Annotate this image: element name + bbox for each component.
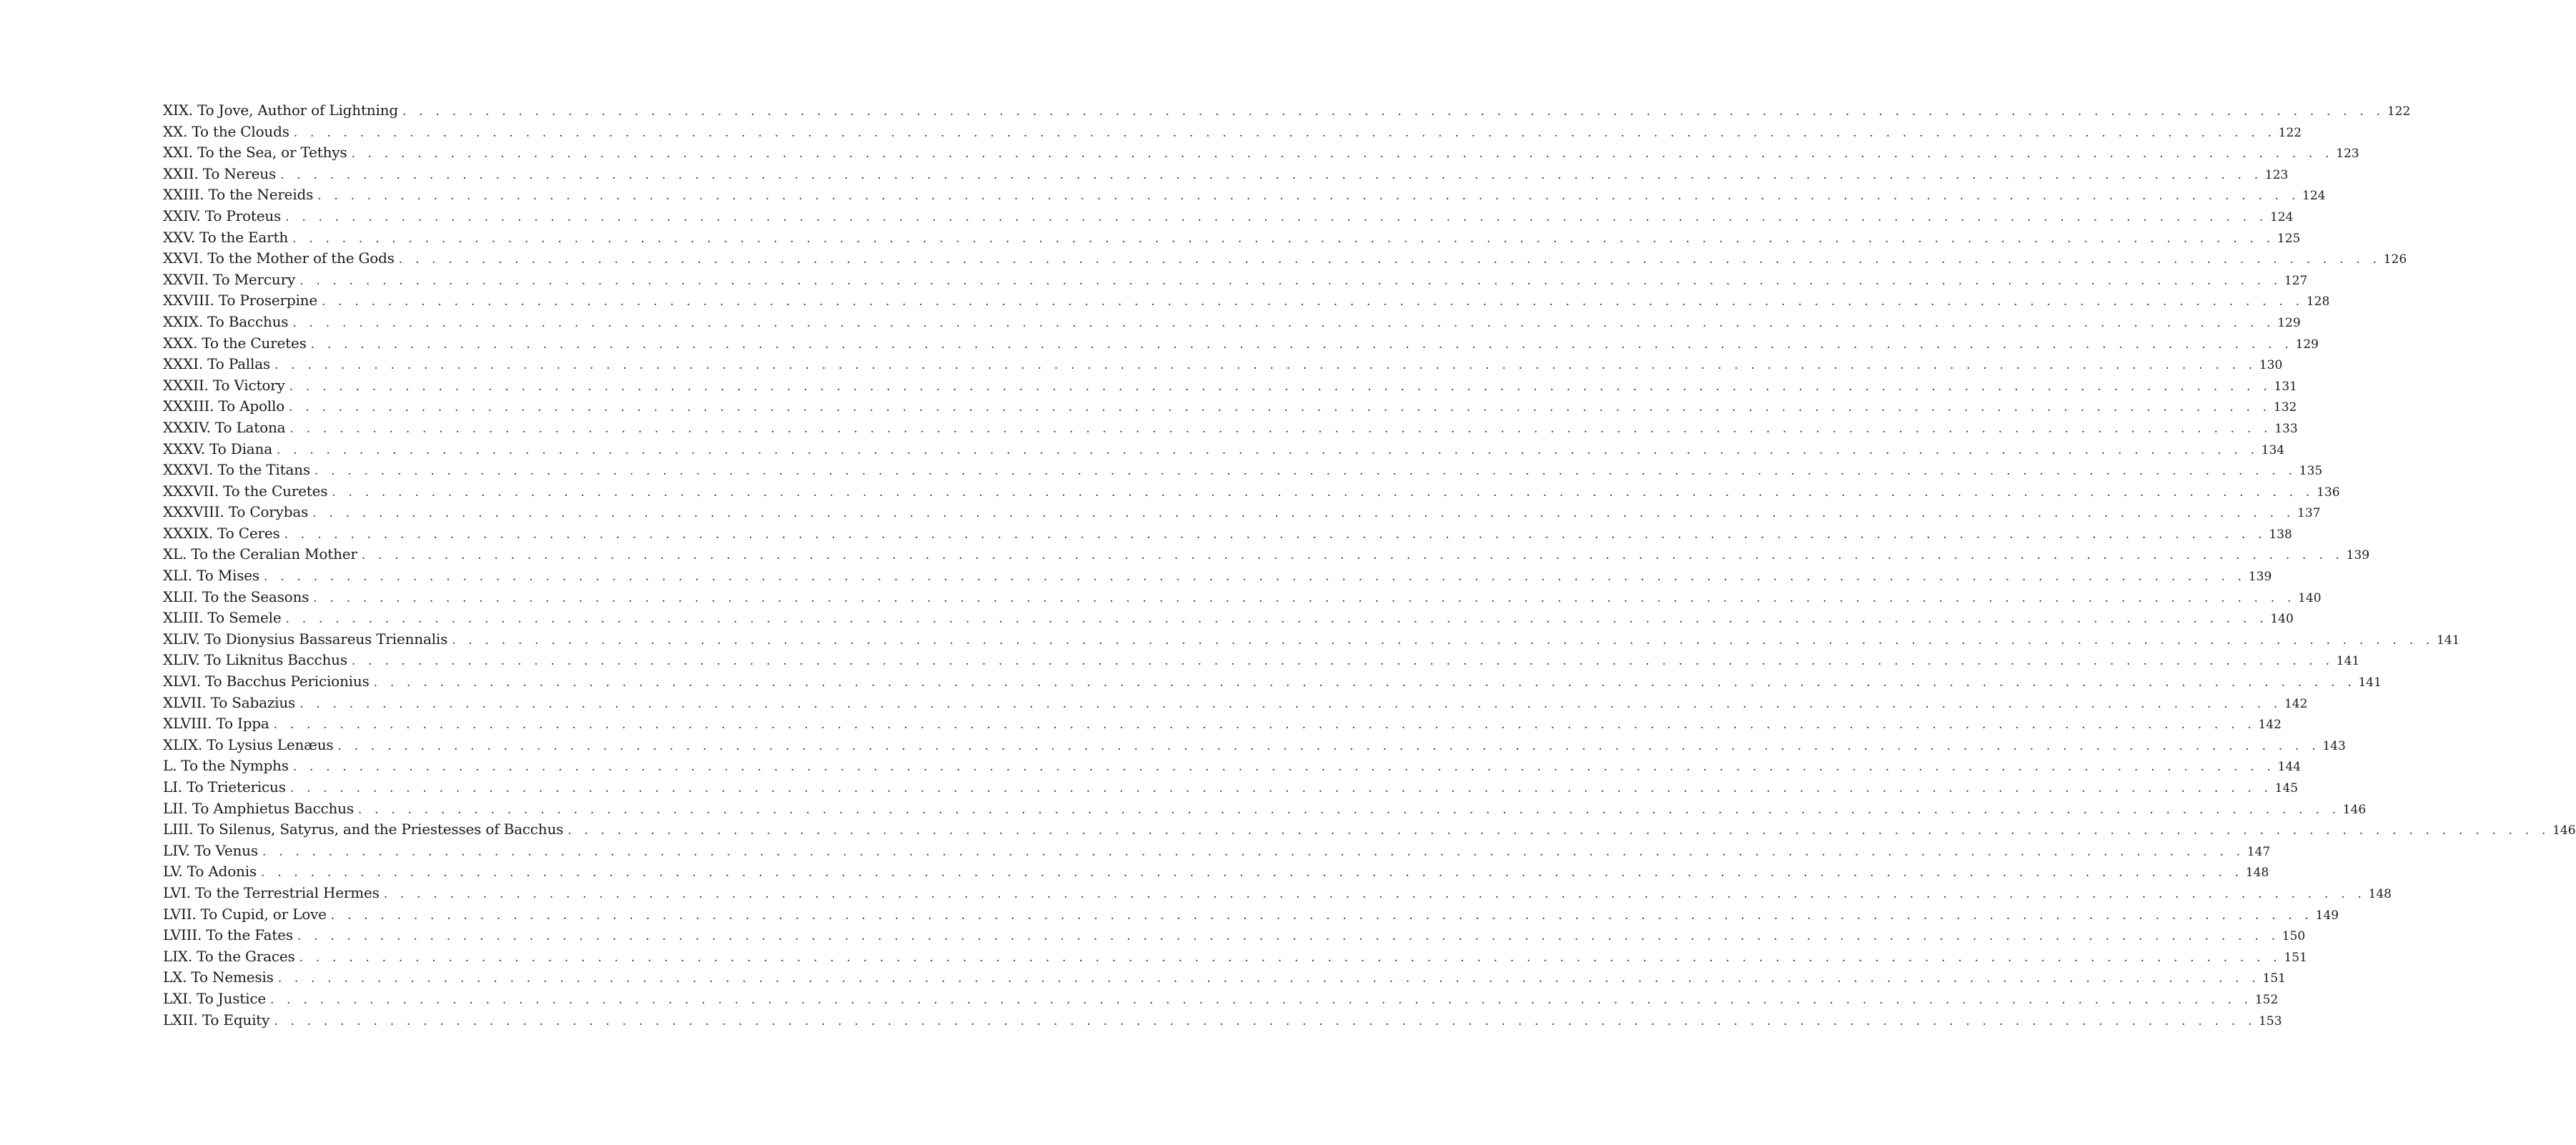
dot-leader: . . . . . . . . . . . . . . . . . . . . . . . . . . . . . . . . . . . . . . . . . . . . . . . . . . . . . . . . . . . . . . . . . . . . . . . . . . . . . . . . . . . . . . . . . . . . . . . . . . . . . . . . . . . . . . . . . . . . . . . . [310,337,2293,352]
dot-leader: . . . . . . . . . . . . . . . . . . . . . . . . . . . . . . . . . . . . . . . . . . . . . . . . . . . . . . . . . . . . . . . . . . . . . . . . . . . . . . . . . . . . . . . . . . . . . . . . . . . . . . . . . . . . . . . . . . . . . . . . [373,675,2356,690]
toc-entry-title: XXVIII. To Proserpine [163,290,322,312]
dot-leader: . . . . . . . . . . . . . . . . . . . . . . . . . . . . . . . . . . . . . . . . . . . . . . . . . . . . . . . . . . . . . . . . . . . . . . . . . . . . . . . . . . . . . . . . . . . . . . . . . . . . . . . . . . . . . . . . . . . . . . . . [269,992,2253,1007]
toc-entry-title: XXVI. To the Mother of the Gods [163,248,399,269]
toc-entry-page-number: 132 [2273,400,2297,415]
toc-entry-title: XIX. To Jove, Author of Lightning [163,100,402,122]
toc-entry-title: XXVII. To Mercury [163,269,299,291]
dot-leader: . . . . . . . . . . . . . . . . . . . . . . . . . . . . . . . . . . . . . . . . . . . . . . . . . . . . . . . . . . . . . . . . . . . . . . . . . . . . . . . . . . . . . . . . . . . . . . . . . . . . . . . . . . . . . . . . . . . . . . . . [289,421,2272,436]
dot-leader: . . . . . . . . . . . . . . . . . . . . . . . . . . . . . . . . . . . . . . . . . . . . . . . . . . . . . . . . . . . . . . . . . . . . . . . . . . . . . . . . . . . . . . . . . . . . . . . . . . . . . . . . . . . . . . . . . . . . . . . . [262,844,2245,859]
dot-leader: . . . . . . . . . . . . . . . . . . . . . . . . . . . . . . . . . . . . . . . . . . . . . . . . . . . . . . . . . . . . . . . . . . . . . . . . . . . . . . . . . . . . . . . . . . . . . . . . . . . . . . . . . . . . . . . . . . . . . . . . [321,294,2304,309]
toc-entry[interactable] [163,206,2294,227]
dot-leader: . . . . . . . . . . . . . . . . . . . . . . . . . . . . . . . . . . . . . . . . . . . . . . . . . . . . . . . . . . . . . . . . . . . . . . . . . . . . . . . . . . . . . . . . . . . . . . . . . . . . . . . . . . . . . . . . . . . . . . . . [292,315,2275,330]
dot-leader: . . . . . . . . . . . . . . . . . . . . . . . . . . . . . . . . . . . . . . . . . . . . . . . . . . . . . . . . . . . . . . . . . . . . . . . . . . . . . . . . . . . . . . . . . . . . . . . . . . . . . . . . . . . . . . . . . . . . . . . . [299,696,2282,711]
toc-entry[interactable] [163,841,2271,862]
toc-entry-title: LIII. To Silenus, Satyrus, and the Priestesses of Bacchus [163,819,568,841]
toc-entry-page-number: 140 [2270,612,2294,627]
dot-leader: . . . . . . . . . . . . . . . . . . . . . . . . . . . . . . . . . . . . . . . . . . . . . . . . . . . . . . . . . . . . . . . . . . . . . . . . . . . . . . . . . . . . . . . . . . . . . . . . . . . . . . . . . . . . . . . . . . . . . . . . [285,612,2268,627]
toc-entry[interactable] [163,587,2322,608]
toc-entry-page-number: 151 [2284,950,2307,965]
toc-entry[interactable] [163,290,2330,312]
toc-entry-title: XX. To the Clouds [163,122,294,143]
toc-entry[interactable] [163,1010,2282,1031]
toc-entry[interactable] [163,100,2411,122]
toc-entry-page-number: 141 [2358,675,2382,690]
toc-entry[interactable] [163,396,2297,417]
toc-entry[interactable] [163,798,2367,820]
toc-entry-page-number: 127 [2284,273,2308,288]
toc-entry-title: XXIV. To Proteus [163,206,285,227]
toc-entry-page-number: 150 [2282,929,2306,944]
toc-entry-title: LXI. To Justice [163,988,270,1010]
dot-leader: . . . . . . . . . . . . . . . . . . . . . . . . . . . . . . . . . . . . . . . . . . . . . . . . . . . . . . . . . . . . . . . . . . . . . . . . . . . . . . . . . . . . . . . . . . . . . . . . . . . . . . . . . . . . . . . . . . . . . . . . [285,209,2268,224]
toc-entry-page-number: 122 [2278,125,2302,140]
toc-entry[interactable] [163,460,2323,481]
toc-entry[interactable] [163,544,2370,565]
toc-entry[interactable] [163,693,2308,714]
toc-entry-title: XLVIII. To Ippa [163,713,274,735]
dot-leader: . . . . . . . . . . . . . . . . . . . . . . . . . . . . . . . . . . . . . . . . . . . . . . . . . . . . . . . . . . . . . . . . . . . . . . . . . . . . . . . . . . . . . . . . . . . . . . . . . . . . . . . . . . . . . . . . . . . . . . . . [299,950,2282,965]
toc-entry-page-number: 125 [2277,231,2301,246]
toc-entry[interactable] [163,883,2392,904]
toc-entry-title: XXXI. To Pallas [163,354,274,375]
toc-entry-page-number: 146 [2552,823,2576,838]
toc-entry-title: LIX. To the Graces [163,946,299,968]
toc-entry-page-number: 147 [2246,844,2271,859]
toc-entry-title: LXII. To Equity [163,1010,274,1031]
toc-entry[interactable] [163,755,2302,777]
dot-leader: . . . . . . . . . . . . . . . . . . . . . . . . . . . . . . . . . . . . . . . . . . . . . . . . . . . . . . . . . . . . . . . . . . . . . . . . . . . . . . . . . . . . . . . . . . . . . . . . . . . . . . . . . . . . . . . . . . . . . . . . [297,929,2280,944]
toc-entry-title: XXIII. To the Nereids [163,184,317,206]
toc-entry[interactable] [163,925,2306,946]
toc-entry-page-number: 123 [2264,167,2289,182]
dot-leader: . . . . . . . . . . . . . . . . . . . . . . . . . . . . . . . . . . . . . . . . . . . . . . . . . . . . . . . . . . . . . . . . . . . . . . . . . . . . . . . . . . . . . . . . . . . . . . . . . . . . . . . . . . . . . . . . . . . . . . . . [351,654,2334,669]
toc-entry-page-number: 131 [2274,379,2297,394]
toc-entry-title: XXXVII. To the Curetes [163,481,332,502]
toc-entry[interactable] [163,439,2285,460]
toc-entry-title: XLVI. To Bacchus Pericionius [163,671,374,693]
dot-leader: . . . . . . . . . . . . . . . . . . . . . . . . . . . . . . . . . . . . . . . . . . . . . . . . . . . . . . . . . . . . . . . . . . . . . . . . . . . . . . . . . . . . . . . . . . . . . . . . . . . . . . . . . . . . . . . . . . . . . . . . [274,358,2257,373]
dot-leader: . . . . . . . . . . . . . . . . . . . . . . . . . . . . . . . . . . . . . . . . . . . . . . . . . . . . . . . . . . . . . . . . . . . . . . . . . . . . . . . . . . . . . . . . . . . . . . . . . . . . . . . . . . . . . . . . . . . . . . . . [289,400,2272,415]
toc-entry-title: XLIX. To Lysius Lenæus [163,735,338,756]
toc-entry-title: LVI. To the Terrestrial Hermes [163,883,384,904]
toc-entry[interactable] [163,184,2326,206]
dot-leader: . . . . . . . . . . . . . . . . . . . . . . . . . . . . . . . . . . . . . . . . . . . . . . . . . . . . . . . . . . . . . . . . . . . . . . . . . . . . . . . . . . . . . . . . . . . . . . . . . . . . . . . . . . . . . . . . . . . . . . . . [289,781,2273,795]
dot-leader: . . . . . . . . . . . . . . . . . . . . . . . . . . . . . . . . . . . . . . . . . . . . . . . . . . . . . . . . . . . . . . . . . . . . . . . . . . . . . . . . . . . . . . . . . . . . . . . . . . . . . . . . . . . . . . . . . . . . . . . . [330,908,2314,923]
toc-entry-page-number: 148 [2245,866,2269,881]
toc-entry-page-number: 134 [2261,442,2285,457]
toc-entry-page-number: 143 [2322,738,2346,753]
toc-entry-title: XLIV. To Dionysius Bassareus Triennalis [163,629,452,650]
dot-leader: . . . . . . . . . . . . . . . . . . . . . . . . . . . . . . . . . . . . . . . . . . . . . . . . . . . . . . . . . . . . . . . . . . . . . . . . . . . . . . . . . . . . . . . . . . . . . . . . . . . . . . . . . . . . . . . . . . . . . . . . [337,738,2320,753]
toc-entry-page-number: 129 [2295,337,2319,352]
toc-entry[interactable] [163,248,2407,269]
dot-leader: . . . . . . . . . . . . . . . . . . . . . . . . . . . . . . . . . . . . . . . . . . . . . . . . . . . . . . . . . . . . . . . . . . . . . . . . . . . . . . . . . . . . . . . . . . . . . . . . . . . . . . . . . . . . . . . . . . . . . . . . [402,104,2385,119]
dot-leader: . . . . . . . . . . . . . . . . . . . . . . . . . . . . . . . . . . . . . . . . . . . . . . . . . . . . . . . . . . . . . . . . . . . . . . . . . . . . . . . . . . . . . . . . . . . . . . . . . . . . . . . . . . . . . . . . . . . . . . . . [292,231,2275,246]
toc-entry[interactable] [163,565,2272,587]
dot-leader: . . . . . . . . . . . . . . . . . . . . . . . . . . . . . . . . . . . . . . . . . . . . . . . . . . . . . . . . . . . . . . . . . . . . . . . . . . . . . . . . . . . . . . . . . . . . . . . . . . . . . . . . . . . . . . . . . . . . . . . . [293,125,2277,140]
toc-entry-title: LI. To Trietericus [163,777,290,798]
toc-entry-page-number: 153 [2259,1013,2282,1028]
toc-entry-title: XLI. To Mises [163,565,264,587]
toc-entry-page-number: 135 [2299,464,2323,479]
toc-entry-title: XXXII. To Victory [163,375,289,397]
dot-leader: . . . . . . . . . . . . . . . . . . . . . . . . . . . . . . . . . . . . . . . . . . . . . . . . . . . . . . . . . . . . . . . . . . . . . . . . . . . . . . . . . . . . . . . . . . . . . . . . . . . . . . . . . . . . . . . . . . . . . . . . [292,760,2276,775]
toc-entry-page-number: 133 [2274,421,2298,436]
toc-entry-page-number: 139 [2248,570,2272,585]
table-of-contents [163,100,2576,1031]
toc-entry-title: XXXV. To Diana [163,439,277,460]
toc-entry-title: XXII. To Nereus [163,164,280,185]
dot-leader: . . . . . . . . . . . . . . . . . . . . . . . . . . . . . . . . . . . . . . . . . . . . . . . . . . . . . . . . . . . . . . . . . . . . . . . . . . . . . . . . . . . . . . . . . . . . . . . . . . . . . . . . . . . . . . . . . . . . . . . . [312,506,2295,521]
toc-entry-page-number: 139 [2346,548,2370,563]
dot-leader: . . . . . . . . . . . . . . . . . . . . . . . . . . . . . . . . . . . . . . . . . . . . . . . . . . . . . . . . . . . . . . . . . . . . . . . . . . . . . . . . . . . . . . . . . . . . . . . . . . . . . . . . . . . . . . . . . . . . . . . . [314,464,2297,479]
toc-entry[interactable] [163,523,2292,545]
toc-entry-title: XL. To the Ceralian Mother [163,544,362,565]
toc-entry-title: XXXIII. To Apollo [163,396,289,417]
toc-entry[interactable] [163,312,2301,333]
toc-entry-page-number: 149 [2315,908,2339,923]
toc-entry-title: LV. To Adonis [163,861,261,883]
toc-entry-page-number: 141 [2336,654,2360,669]
toc-entry[interactable] [163,988,2279,1010]
dot-leader: . . . . . . . . . . . . . . . . . . . . . . . . . . . . . . . . . . . . . . . . . . . . . . . . . . . . . . . . . . . . . . . . . . . . . . . . . . . . . . . . . . . . . . . . . . . . . . . . . . . . . . . . . . . . . . . . . . . . . . . . [274,1013,2257,1028]
toc-entry-page-number: 128 [2306,294,2330,309]
toc-entry[interactable] [163,819,2576,841]
toc-entry-title: XLIV. To Liknitus Bacchus [163,650,352,671]
toc-entry-page-number: 152 [2254,992,2279,1007]
toc-entry-page-number: 124 [2269,209,2294,224]
toc-entry-title: LIV. To Venus [163,841,262,862]
toc-entry-title: XXXVI. To the Titans [163,460,314,481]
toc-entry-title: XXXIX. To Ceres [163,523,284,545]
toc-entry-page-number: 146 [2342,802,2367,817]
toc-entry-title: XXV. To the Earth [163,227,292,249]
toc-entry[interactable] [163,608,2294,629]
toc-entry[interactable] [163,946,2307,968]
toc-entry-page-number: 137 [2297,506,2321,521]
toc-entry-page-number: 136 [2317,485,2340,500]
toc-entry[interactable] [163,227,2301,249]
toc-entry[interactable] [163,417,2298,439]
toc-entry[interactable] [163,735,2346,756]
toc-entry-title: XXXIV. To Latona [163,417,289,439]
toc-entry-page-number: 151 [2262,971,2286,986]
toc-entry[interactable] [163,671,2382,693]
toc-entry[interactable] [163,142,2359,164]
toc-entry[interactable] [163,904,2339,926]
toc-entry-title: LVIII. To the Fates [163,925,297,946]
dot-leader: . . . . . . . . . . . . . . . . . . . . . . . . . . . . . . . . . . . . . . . . . . . . . . . . . . . . . . . . . . . . . . . . . . . . . . . . . . . . . . . . . . . . . . . . . . . . . . . . . . . . . . . . . . . . . . . . . . . . . . . . [273,718,2256,733]
toc-entry[interactable] [163,629,2460,650]
toc-entry[interactable] [163,481,2340,502]
toc-entry-title: L. To the Nymphs [163,755,293,777]
toc-entry[interactable] [163,354,2283,375]
dot-leader: . . . . . . . . . . . . . . . . . . . . . . . . . . . . . . . . . . . . . . . . . . . . . . . . . . . . . . . . . . . . . . . . . . . . . . . . . . . . . . . . . . . . . . . . . . . . . . . . . . . . . . . . . . . . . . . . . . . . . . . . [398,252,2382,267]
toc-entry[interactable] [163,333,2319,355]
toc-entry-page-number: 144 [2277,760,2302,775]
dot-leader: . . . . . . . . . . . . . . . . . . . . . . . . . . . . . . . . . . . . . . . . . . . . . . . . . . . . . . . . . . . . . . . . . . . . . . . . . . . . . . . . . . . . . . . . . . . . . . . . . . . . . . . . . . . . . . . . . . . . . . . . [289,379,2272,394]
dot-leader: . . . . . . . . . . . . . . . . . . . . . . . . . . . . . . . . . . . . . . . . . . . . . . . . . . . . . . . . . . . . . . . . . . . . . . . . . . . . . . . . . . . . . . . . . . . . . . . . . . . . . . . . . . . . . . . . . . . . . . . . [351,147,2334,162]
toc-entry[interactable] [163,777,2299,798]
dot-leader: . . . . . . . . . . . . . . . . . . . . . . . . . . . . . . . . . . . . . . . . . . . . . . . . . . . . . . . . . . . . . . . . . . . . . . . . . . . . . . . . . . . . . . . . . . . . . . . . . . . . . . . . . . . . . . . . . . . . . . . . [317,189,2300,204]
toc-entry[interactable] [163,967,2286,988]
toc-entry[interactable] [163,861,2269,883]
toc-entry-page-number: 142 [2284,696,2308,711]
dot-leader: . . . . . . . . . . . . . . . . . . . . . . . . . . . . . . . . . . . . . . . . . . . . . . . . . . . . . . . . . . . . . . . . . . . . . . . . . . . . . . . . . . . . . . . . . . . . . . . . . . . . . . . . . . . . . . . . . . . . . . . . [263,570,2246,585]
toc-entry-page-number: 138 [2269,527,2292,542]
toc-entry-title: LVII. To Cupid, or Love [163,904,331,926]
toc-entry[interactable] [163,650,2360,671]
dot-leader: . . . . . . . . . . . . . . . . . . . . . . . . . . . . . . . . . . . . . . . . . . . . . . . . . . . . . . . . . . . . . . . . . . . . . . . . . . . . . . . . . . . . . . . . . . . . . . . . . . . . . . . . . . . . . . . . . . . . . . . . [313,590,2296,605]
dot-leader: . . . . . . . . . . . . . . . . . . . . . . . . . . . . . . . . . . . . . . . . . . . . . . . . . . . . . . . . . . . . . . . . . . . . . . . . . . . . . . . . . . . . . . . . . . . . . . . . . . . . . . . . . . . . . . . . . . . . . . . . [357,802,2341,817]
dot-leader: . . . . . . . . . . . . . . . . . . . . . . . . . . . . . . . . . . . . . . . . . . . . . . . . . . . . . . . . . . . . . . . . . . . . . . . . . . . . . . . . . . . . . . . . . . . . . . . . . . . . . . . . . . . . . . . . . . . . . . . . [276,442,2259,457]
dot-leader: . . . . . . . . . . . . . . . . . . . . . . . . . . . . . . . . . . . . . . . . . . . . . . . . . . . . . . . . . . . . . . . . . . . . . . . . . . . . . . . . . . . . . . . . . . . . . . . . . . . . . . . . . . . . . . . . . . . . . . . . [277,971,2260,986]
toc-entry-title: XLVII. To Sabazius [163,693,299,714]
toc-entry-title: XLIII. To Semele [163,608,286,629]
toc-entry-title: XXIX. To Bacchus [163,312,292,333]
toc-entry-title: XXXVIII. To Corybas [163,502,312,523]
dot-leader: . . . . . . . . . . . . . . . . . . . . . . . . . . . . . . . . . . . . . . . . . . . . . . . . . . . . . . . . . . . . . . . . . . . . . . . . . . . . . . . . . . . . . . . . . . . . . . . . . . . . . . . . . . . . . . . . . . . . . . . . [452,633,2434,648]
toc-entry-page-number: 123 [2336,147,2359,162]
dot-leader: . . . . . . . . . . . . . . . . . . . . . . . . . . . . . . . . . . . . . . . . . . . . . . . . . . . . . . . . . . . . . . . . . . . . . . . . . . . . . . . . . . . . . . . . . . . . . . . . . . . . . . . . . . . . . . . . . . . . . . . . [361,548,2344,563]
dot-leader: . . . . . . . . . . . . . . . . . . . . . . . . . . . . . . . . . . . . . . . . . . . . . . . . . . . . . . . . . . . . . . . . . . . . . . . . . . . . . . . . . . . . . . . . . . . . . . . . . . . . . . . . . . . . . . . . . . . . . . . . [284,527,2267,542]
toc-entry-title: XXI. To the Sea, or Tethys [163,142,351,164]
dot-leader: . . . . . . . . . . . . . . . . . . . . . . . . . . . . . . . . . . . . . . . . . . . . . . . . . . . . . . . . . . . . . . . . . . . . . . . . . . . . . . . . . . . . . . . . . . . . . . . . . . . . . . . . . . . . . . . . . . . . . . . . [260,866,2244,881]
dot-leader: . . . . . . . . . . . . . . . . . . . . . . . . . . . . . . . . . . . . . . . . . . . . . . . . . . . . . . . . . . . . . . . . . . . . . . . . . . . . . . . . . . . . . . . . . . . . . . . . . . . . . . . . . . . . . . . . . . . . . . . . [383,886,2366,901]
toc-entry-page-number: 145 [2274,781,2299,795]
toc-entry[interactable] [163,122,2302,143]
toc-entry[interactable] [163,713,2282,735]
dot-leader: . . . . . . . . . . . . . . . . . . . . . . . . . . . . . . . . . . . . . . . . . . . . . . . . . . . . . . . . . . . . . . . . . . . . . . . . . . . . . . . . . . . . . . . . . . . . . . . . . . . . . . . . . . . . . . . . . . . . . . . . [280,167,2263,182]
toc-entry[interactable] [163,164,2289,185]
toc-entry-title: LX. To Nemesis [163,967,278,988]
toc-entry-title: LII. To Amphietus Bacchus [163,798,358,820]
toc-entry-page-number: 126 [2383,252,2407,267]
toc-entry-page-number: 122 [2387,104,2411,119]
dot-leader: . . . . . . . . . . . . . . . . . . . . . . . . . . . . . . . . . . . . . . . . . . . . . . . . . . . . . . . . . . . . . . . . . . . . . . . . . . . . . . . . . . . . . . . . . . . . . . . . . . . . . . . . . . . . . . . . . . . . . . . . [299,273,2282,288]
toc-entry[interactable] [163,502,2321,523]
toc-entry-page-number: 141 [2437,633,2460,648]
toc-entry-page-number: 129 [2277,315,2301,330]
toc-entry-page-number: 148 [2368,886,2392,901]
dot-leader: . . . . . . . . . . . . . . . . . . . . . . . . . . . . . . . . . . . . . . . . . . . . . . . . . . . . . . . . . . . . . . . . . . . . . . . . . . . . . . . . . . . . . . . . . . . . . . . . . . . . . . . . . . . . . . . . . . . . . . . . [332,485,2314,500]
toc-entry-page-number: 124 [2302,189,2326,204]
toc-entry[interactable] [163,269,2308,291]
toc-entry-title: XXX. To the Curetes [163,333,311,355]
dot-leader: . . . . . . . . . . . . . . . . . . . . . . . . . . . . . . . . . . . . . . . . . . . . . . . . . . . . . . . . . . . . . . . . . . . . . . . . . . . . . . . . . . . . . . . . . . . . . . . . . . . . . . . . . . . . . . . . . . . . . . . . [568,823,2550,838]
toc-entry[interactable] [163,375,2297,397]
toc-entry-page-number: 142 [2258,718,2282,733]
toc-entry-title: XLII. To the Seasons [163,587,313,608]
toc-entry-page-number: 130 [2259,358,2283,373]
toc-entry-page-number: 140 [2298,590,2322,605]
